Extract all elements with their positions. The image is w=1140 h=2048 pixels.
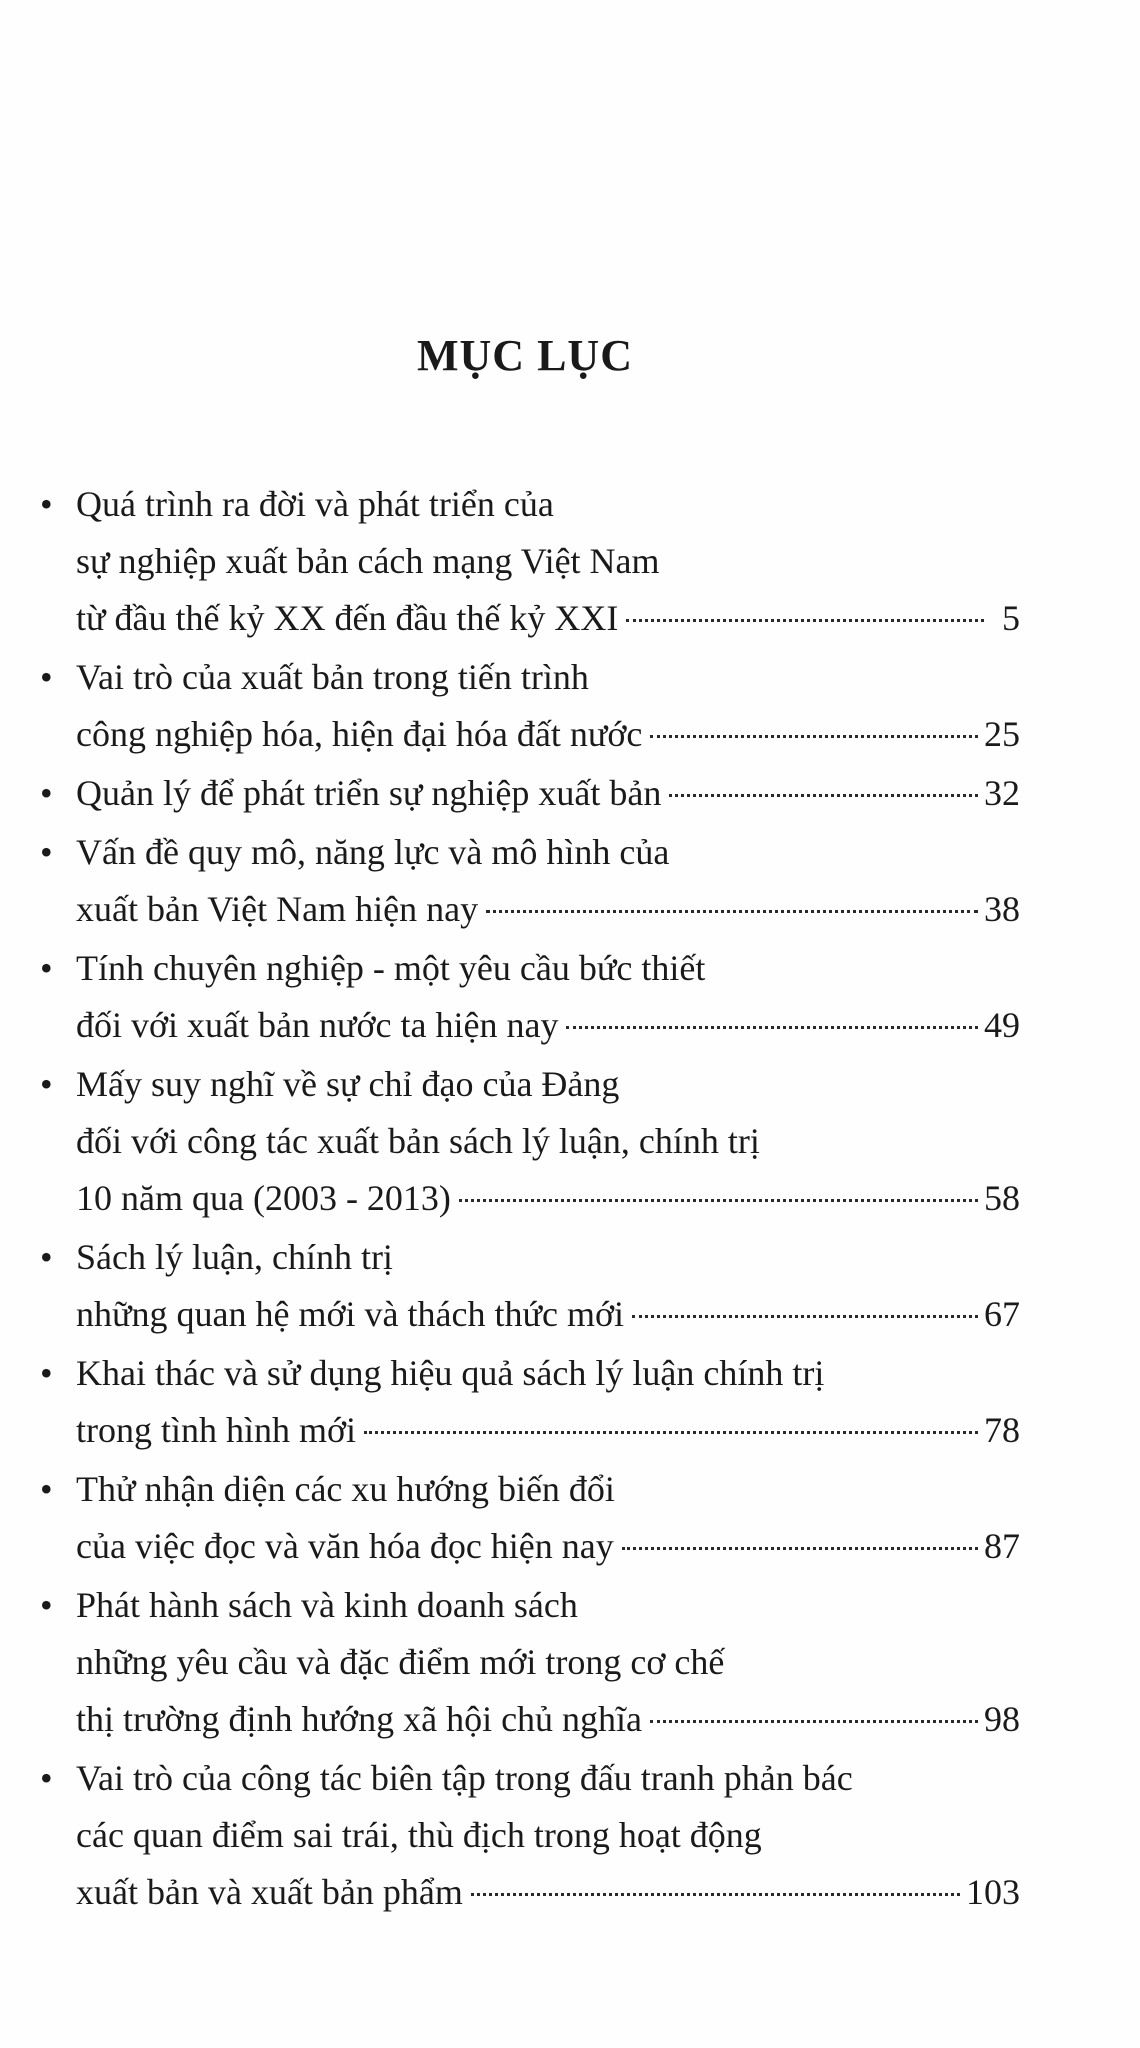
toc-entry-line <box>76 1113 1020 1170</box>
toc-entry-text: từ đầu thế kỷ XX đến đầu thế kỷ XXI <box>76 598 619 638</box>
toc-entry-line <box>76 1577 1020 1634</box>
page-number: 58 <box>984 1178 1020 1218</box>
bullet-icon: • <box>40 1353 53 1393</box>
toc-entry-text: Tính chuyên nghiệp - một yêu cầu bức thiết <box>76 948 706 988</box>
page-number: 32 <box>984 773 1020 813</box>
toc-entry-line <box>76 1634 1020 1691</box>
bullet-icon: • <box>40 948 53 988</box>
toc-entry-text: xuất bản và xuất bản phẩm <box>76 1872 463 1912</box>
toc-entry-last-line <box>76 1864 1020 1921</box>
dot-leader <box>486 910 978 913</box>
page-number: 87 <box>984 1526 1020 1566</box>
page-number: 5 <box>1002 598 1020 638</box>
toc-entry-line <box>76 1229 1020 1286</box>
toc-entry-text: Vấn đề quy mô, năng lực và mô hình của <box>76 832 670 872</box>
page-number: 98 <box>984 1699 1020 1739</box>
toc-entry-last-line <box>76 765 1020 822</box>
toc-entry-text: đối với công tác xuất bản sách lý luận, chính trị <box>76 1121 760 1161</box>
toc-entry-text: các quan điểm sai trái, thù địch trong hoạt động <box>76 1815 762 1855</box>
toc-entry <box>40 476 1020 647</box>
bullet-icon: • <box>40 1585 53 1625</box>
toc-entry <box>40 1345 1020 1459</box>
toc-entry-text: xuất bản Việt Nam hiện nay <box>76 889 479 929</box>
toc-entry-text: sự nghiệp xuất bản cách mạng Việt Nam <box>76 541 660 581</box>
toc-entry-text: những yêu cầu và đặc điểm mới trong cơ chế <box>76 1642 725 1682</box>
bullet-icon: • <box>40 484 53 524</box>
toc-entry-text: những quan hệ mới và thách thức mới <box>76 1294 624 1334</box>
toc-entry-last-line <box>76 997 1020 1054</box>
toc-entry <box>40 765 1020 822</box>
toc-entry-text: Khai thác và sử dụng hiệu quả sách lý luận chính trị <box>76 1353 825 1393</box>
toc-entry-line <box>76 1461 1020 1518</box>
toc-entry-last-line <box>76 1170 1020 1227</box>
toc-entry-line <box>76 1056 1020 1113</box>
toc-entry-text: thị trường định hướng xã hội chủ nghĩa <box>76 1699 643 1739</box>
bullet-icon: • <box>40 657 53 697</box>
toc-entry-text: Quản lý để phát triển sự nghiệp xuất bản <box>76 773 662 813</box>
dot-leader <box>471 1893 960 1896</box>
dot-leader <box>632 1315 978 1318</box>
bullet-icon: • <box>40 1469 53 1509</box>
toc-entry-line <box>76 1807 1020 1864</box>
toc-entry <box>40 940 1020 1054</box>
dot-leader <box>622 1547 978 1550</box>
toc-entry-line <box>76 1345 1020 1402</box>
toc-entry-text: Quá trình ra đời và phát triển của <box>76 484 554 524</box>
dot-leader <box>650 735 978 738</box>
toc-entry-text: Vai trò của xuất bản trong tiến trình <box>76 657 589 697</box>
toc-entry <box>40 649 1020 763</box>
toc-entry <box>40 1750 1020 1921</box>
table-of-contents <box>40 476 1020 1923</box>
page-number: 103 <box>966 1872 1020 1912</box>
page-title: MỤC LỤC <box>417 331 633 380</box>
bullet-icon: • <box>40 1758 53 1798</box>
bullet-icon: • <box>40 773 53 813</box>
bullet-icon: • <box>40 1064 53 1104</box>
toc-entry <box>40 1461 1020 1575</box>
dot-leader <box>566 1026 978 1029</box>
toc-entry-text: Phát hành sách và kinh doanh sách <box>76 1585 578 1625</box>
page-number: 38 <box>984 889 1020 929</box>
dot-leader <box>459 1199 978 1202</box>
dot-leader <box>669 794 978 797</box>
bullet-icon: • <box>40 1237 53 1277</box>
toc-entry-last-line <box>76 1691 1020 1748</box>
dot-leader <box>626 619 984 622</box>
toc-entry-text: Thử nhận diện các xu hướng biến đổi <box>76 1469 615 1509</box>
toc-entry-text: Vai trò của công tác biên tập trong đấu tranh phản bác <box>76 1758 853 1798</box>
toc-entry-text: Sách lý luận, chính trị <box>76 1237 393 1277</box>
toc-entry-line <box>76 649 1020 706</box>
toc-entry-line <box>76 824 1020 881</box>
toc-entry-line <box>76 940 1020 997</box>
toc-entry <box>40 1577 1020 1748</box>
page-number: 49 <box>984 1005 1020 1045</box>
dot-leader <box>364 1431 978 1434</box>
toc-entry-line <box>76 476 1020 533</box>
toc-entry-last-line <box>76 590 1020 647</box>
bullet-icon: • <box>40 832 53 872</box>
toc-entry-line <box>76 533 1020 590</box>
toc-entry-text: 10 năm qua (2003 - 2013) <box>76 1178 451 1218</box>
dot-leader <box>650 1720 978 1723</box>
toc-entry-text: trong tình hình mới <box>76 1410 357 1450</box>
page-number: 78 <box>984 1410 1020 1450</box>
toc-entry-text: Mấy suy nghĩ về sự chỉ đạo của Đảng <box>76 1064 620 1104</box>
toc-entry-last-line <box>76 706 1020 763</box>
toc-entry-last-line <box>76 1286 1020 1343</box>
toc-entry-last-line <box>76 881 1020 938</box>
toc-entry-last-line <box>76 1518 1020 1575</box>
toc-entry-last-line <box>76 1402 1020 1459</box>
page-number: 67 <box>984 1294 1020 1334</box>
toc-entry <box>40 824 1020 938</box>
toc-entry-text: công nghiệp hóa, hiện đại hóa đất nước <box>76 714 643 754</box>
toc-entry <box>40 1229 1020 1343</box>
toc-entry-line <box>76 1750 1020 1807</box>
toc-entry-text: đối với xuất bản nước ta hiện nay <box>76 1005 559 1045</box>
page-number: 25 <box>984 714 1020 754</box>
toc-entry-text: của việc đọc và văn hóa đọc hiện nay <box>76 1526 614 1566</box>
toc-entry <box>40 1056 1020 1227</box>
